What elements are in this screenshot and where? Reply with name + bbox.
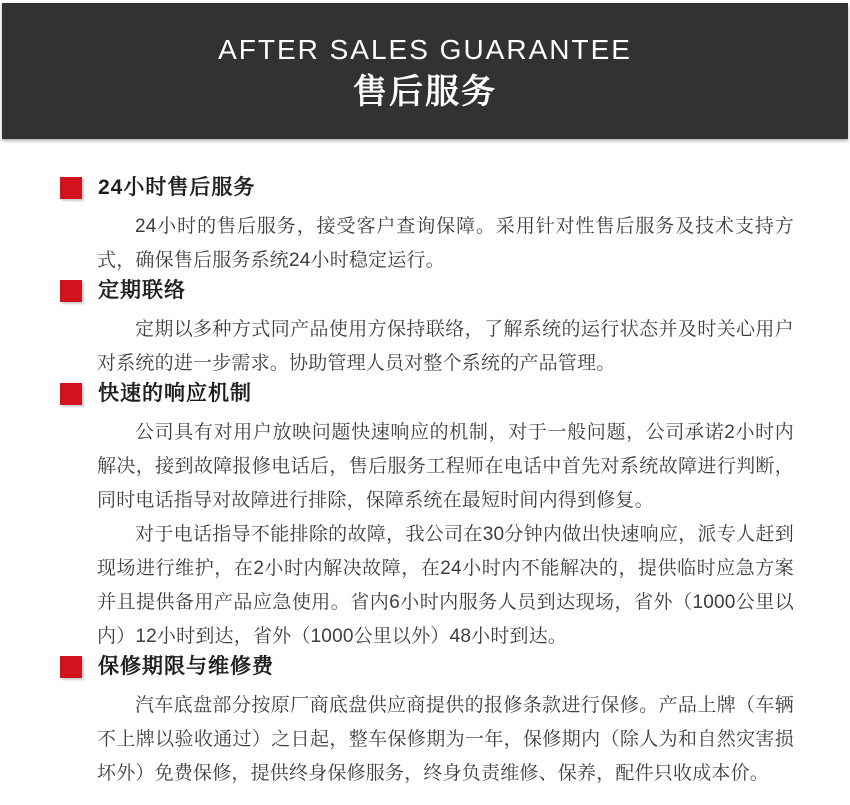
section-heading: 定期联络 xyxy=(98,279,186,302)
section-paragraph: 定期以多种方式同产品使用方保持联络，了解系统的运行状态并及时关心用户对系统的进一步需求。协助管理人员对整个系统的产品管理。 xyxy=(97,319,794,374)
banner xyxy=(2,3,848,139)
section-paragraph: 24小时的售后服务，接受客户查询保障。采用针对性售后服务及技术支持方式，确保售后服务系统24小时稳定运行。 xyxy=(97,216,794,271)
section-header xyxy=(60,654,794,680)
section-heading: 快速的响应机制 xyxy=(98,382,252,405)
section-paragraph: 汽车底盘部分按原厂商底盘供应商提供的报修条款进行保修。产品上牌（车辆不上牌以验收通过）之日起，整车保修期为一年，保修期内（除人为和自然灾害损坏外）免费保修，提供终身保修服务，终身负责维修、保养，配件只收成本价。 xyxy=(97,695,794,784)
section-header xyxy=(60,381,794,407)
after-sales-content xyxy=(0,139,850,791)
section-heading: 24小时售后服务 xyxy=(98,176,256,199)
section-24h-service xyxy=(60,175,794,278)
section-regular-contact xyxy=(60,278,794,381)
section-rapid-response xyxy=(60,381,794,654)
section-header xyxy=(60,278,794,304)
section-paragraph: 对于电话指导不能排除的故障，我公司在30分钟内做出快速响应，派专人赶到现场进行维护，在2小时内解决故障，在24小时内不能解决的，提供临时应急方案并且提供备用产品应急使用。省内6小时内服务人员到达现场，省外（1000公里以内）12小时到达，省外（1000公里以外）48小时到达。 xyxy=(97,524,794,647)
section-warranty-period xyxy=(60,654,794,791)
banner-title-en: AFTER SALES GUARANTEE xyxy=(218,34,632,65)
red-square-bullet-icon xyxy=(60,656,82,678)
section-heading: 保修期限与维修费 xyxy=(98,655,274,678)
banner-title-zh: 售后服务 xyxy=(353,73,497,111)
red-square-bullet-icon xyxy=(60,280,82,302)
red-square-bullet-icon xyxy=(60,383,82,405)
red-square-bullet-icon xyxy=(60,177,82,199)
section-header xyxy=(60,175,794,201)
section-paragraph: 公司具有对用户放映问题快速响应的机制，对于一般问题，公司承诺2小时内解决，接到故障报修电话后，售后服务工程师在电话中首先对系统故障进行判断，同时电话指导对故障进行排除，保障系统在最短时间内得到修复。 xyxy=(97,422,794,511)
